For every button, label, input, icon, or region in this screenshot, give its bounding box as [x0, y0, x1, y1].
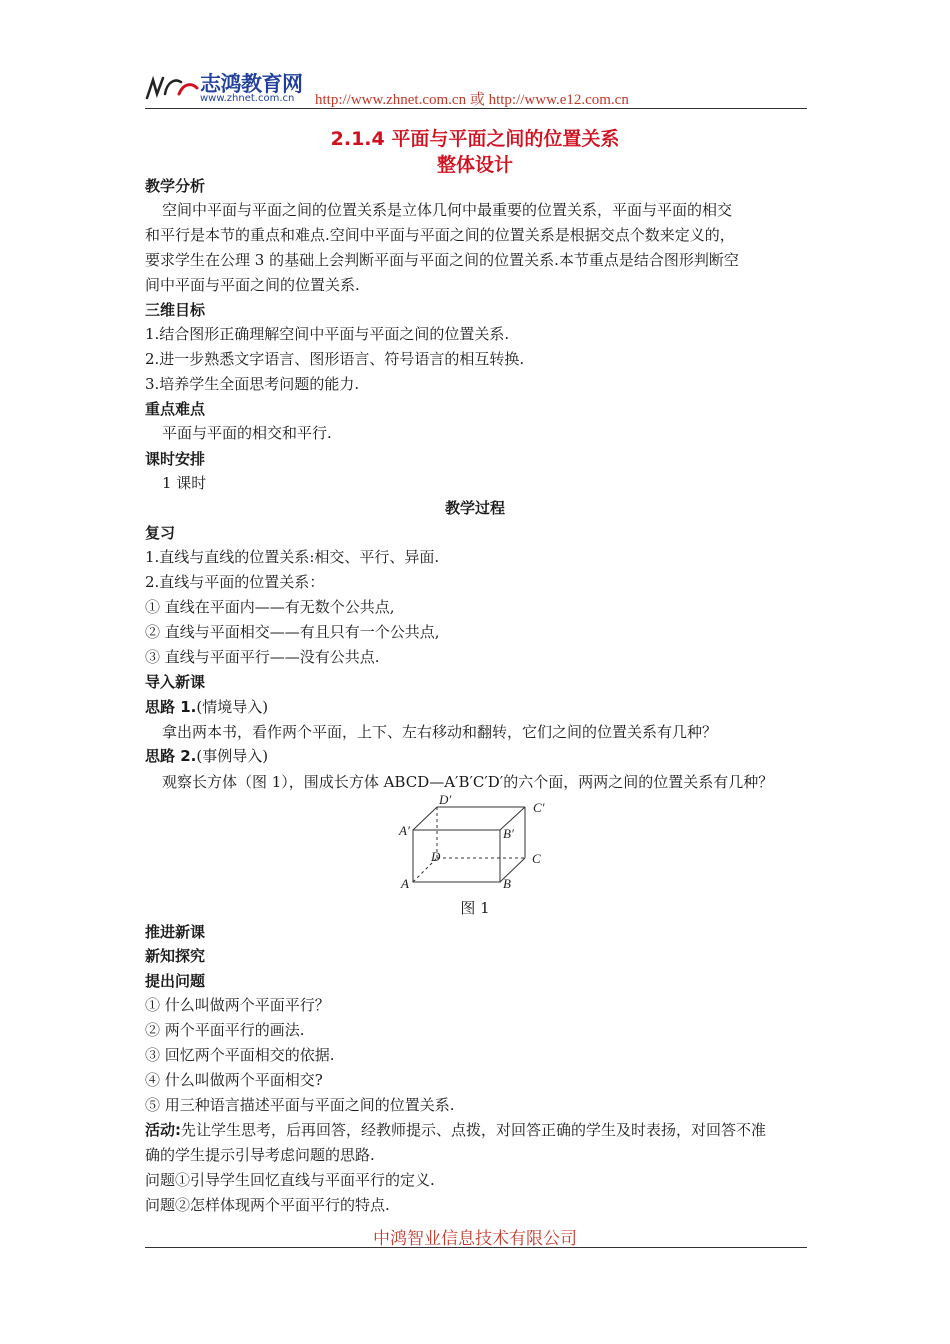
page-header — [145, 66, 807, 110]
activity-label: 活动: — [145, 1121, 181, 1139]
activity-text: 先让学生思考，后再回答，经教师提示、点拨，对回答正确的学生及时表扬，对回答不准 — [181, 1121, 767, 1139]
activity-line — [145, 1119, 815, 1141]
paragraph-line: 要求学生在公理 3 的基础上会判断平面与平面之间的位置关系.本节重点是结合图形判断空 — [145, 251, 739, 269]
paragraph-line: 和平行是本节的重点和难点.空间中平面与平面之间的位置关系是根据交点个数来定义的， — [145, 226, 735, 244]
cuboid-figure — [395, 790, 555, 900]
section-heading-key: 重点难点 — [145, 400, 206, 418]
paragraph-line: 空间中平面与平面之间的位置关系是立体几何中最重要的位置关系，平面与平面的相交 — [162, 201, 733, 219]
list-item: 1.直线与直线的位置关系:相交、平行、异面. — [145, 548, 440, 566]
site-logo[interactable] — [145, 68, 320, 108]
logo-swoosh-icon — [145, 72, 200, 102]
idea-1-type: (情境导入) — [196, 698, 269, 716]
doc-subtitle: 整体设计 — [436, 154, 513, 176]
figure-caption: 图 1 — [460, 899, 490, 917]
vertex-label-c: C — [532, 851, 541, 866]
paragraph-line: 拿出两本书，看作两个平面，上下、左右移动和翻转，它们之间的位置关系有几种？ — [162, 723, 718, 741]
list-item: ⑤ 用三种语言描述平面与平面之间的位置关系. — [145, 1096, 455, 1114]
section-heading-review: 复习 — [145, 524, 176, 542]
cuboid-edge — [413, 807, 437, 830]
section-heading-analysis: 教学分析 — [145, 177, 206, 195]
list-item: 3.培养学生全面思考问题的能力. — [145, 375, 360, 393]
list-item: ① 什么叫做两个平面平行？ — [145, 996, 330, 1014]
vertex-label-b: B — [503, 876, 511, 891]
header-links[interactable]: http://www.zhnet.com.cn 或 http://www.e12.com.cn — [315, 92, 629, 108]
paragraph-line: 观察长方体（图 1），围成长方体 ABCD—A′B′C′D′的六个面，两两之间的位置关系有几种？ — [162, 773, 774, 791]
section-heading-time: 课时安排 — [145, 450, 206, 468]
header-divider — [145, 108, 807, 109]
idea-2-type: (事例导入) — [196, 747, 269, 765]
paragraph-line: 问题②怎样体现两个平面平行的特点. — [145, 1196, 390, 1214]
list-item: ④ 什么叫做两个平面相交? — [145, 1071, 323, 1089]
list-item: ③ 回忆两个平面相交的依据. — [145, 1046, 335, 1064]
list-item: ① 直线在平面内——有无数个公共点, — [145, 598, 395, 616]
list-item: ③ 直线与平面平行——没有公共点. — [145, 648, 380, 666]
paragraph-line: 1 课时 — [162, 474, 207, 492]
paragraph-line: 平面与平面的相交和平行. — [162, 424, 332, 442]
vertex-label-a: A — [401, 876, 409, 891]
paragraph-line: 问题①引导学生回忆直线与平面平行的定义. — [145, 1171, 435, 1189]
logo-title: 志鸿教育网 — [200, 72, 303, 96]
idea-2-label: 思路 2. — [145, 747, 197, 765]
paragraph-line: 确的学生提示引导考虑问题的思路. — [145, 1146, 375, 1164]
list-item: 2.进一步熟悉文字语言、图形语言、符号语言的相互转换. — [145, 350, 525, 368]
idea-1-line — [145, 696, 815, 718]
vertex-label-d1: D′ — [439, 792, 452, 807]
doc-title: 2.1.4 平面与平面之间的位置关系 — [330, 128, 620, 150]
section-heading-goals: 三维目标 — [145, 301, 206, 319]
vertex-label-a1: A′ — [399, 823, 410, 838]
list-item: 2.直线与平面的位置关系： — [145, 573, 325, 591]
list-item: 1.结合图形正确理解空间中平面与平面之间的位置关系. — [145, 325, 510, 343]
section-heading-advance: 推进新课 — [145, 923, 206, 941]
footer-divider — [145, 1247, 807, 1248]
paragraph-line: 间中平面与平面之间的位置关系. — [145, 276, 360, 294]
vertex-label-b1: B′ — [503, 826, 514, 841]
page-footer: 中鸿智业信息技术有限公司 — [373, 1229, 577, 1249]
logo-url: www.zhnet.com.cn — [200, 93, 295, 104]
vertex-label-d: D — [431, 849, 441, 864]
section-heading-explore: 新知探究 — [145, 947, 206, 965]
list-item: ② 直线与平面相交——有且只有一个公共点, — [145, 623, 440, 641]
vertex-label-c1: C′ — [533, 800, 545, 815]
idea-2-line — [145, 745, 815, 767]
section-heading-intro: 导入新课 — [145, 673, 206, 691]
cuboid-front-face — [413, 830, 500, 882]
section-heading-process: 教学过程 — [444, 499, 505, 517]
idea-1-label: 思路 1. — [145, 698, 197, 716]
section-heading-questions: 提出问题 — [145, 972, 206, 990]
list-item: ② 两个平面平行的画法. — [145, 1021, 305, 1039]
